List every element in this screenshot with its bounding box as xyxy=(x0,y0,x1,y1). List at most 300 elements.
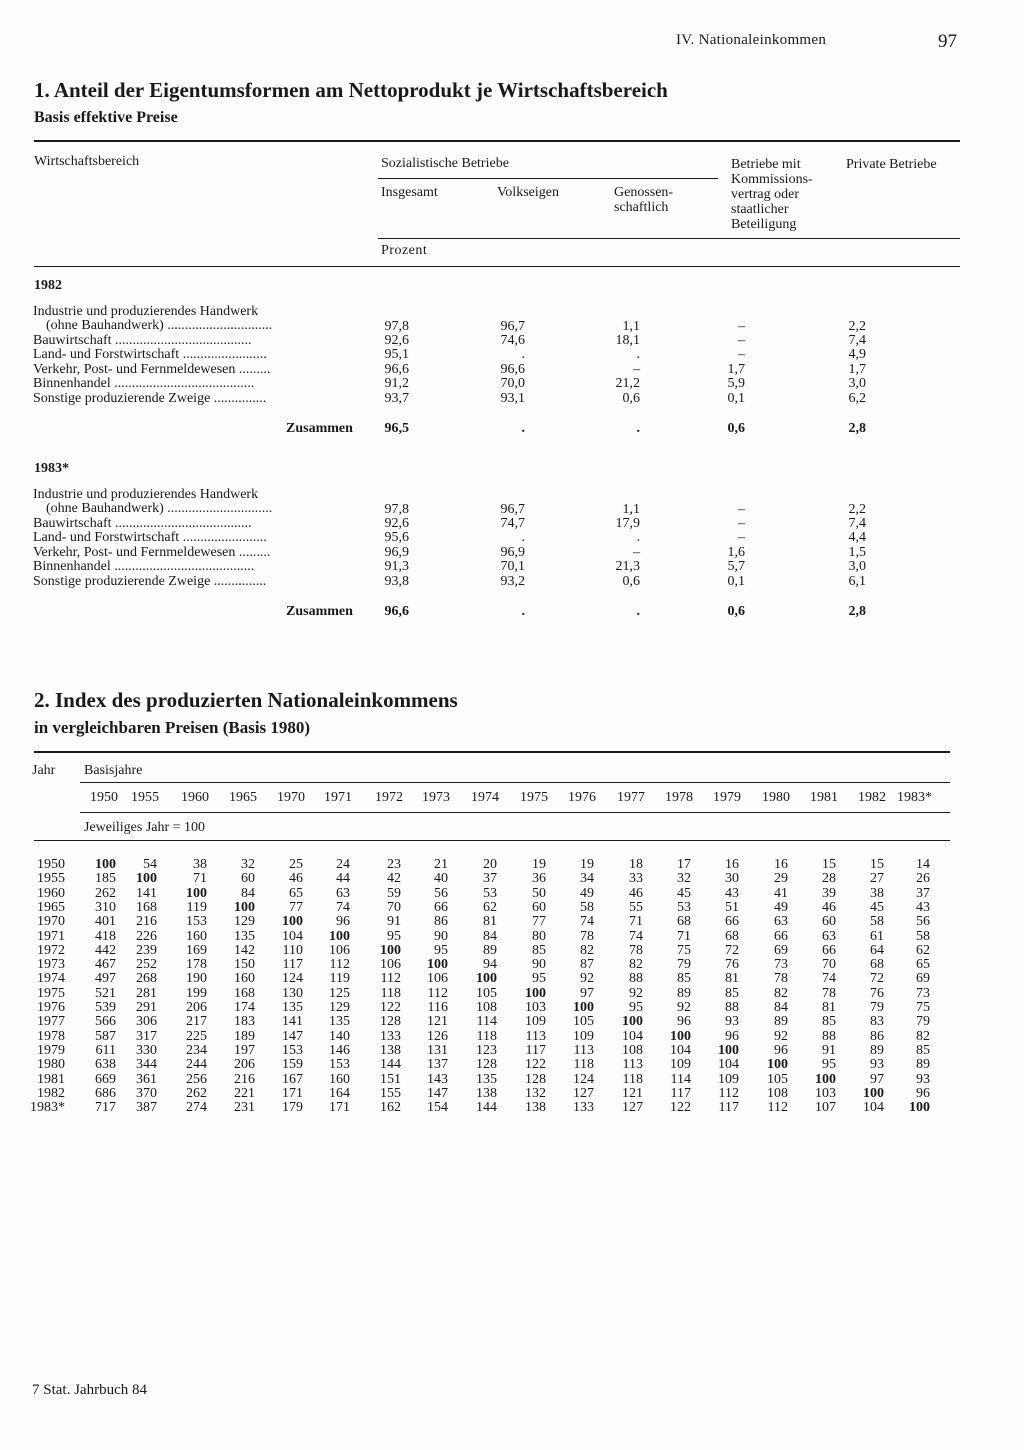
table1-cell: 17,9 xyxy=(615,516,640,531)
row-label: Verkehr, Post- und Fernmeldewesen ......... xyxy=(33,545,271,560)
base-year-header: 1955 xyxy=(131,790,159,805)
table1-cell: 4,4 xyxy=(848,530,866,545)
table2-cell: 96 xyxy=(677,1014,691,1030)
table2-cell: 100 xyxy=(234,899,255,915)
table2-cell: 167 xyxy=(282,1071,303,1087)
table2-cell: 221 xyxy=(234,1085,255,1101)
table2-cell: 127 xyxy=(573,1085,594,1101)
table2-cell: 43 xyxy=(725,885,739,901)
table2-cell: 68 xyxy=(870,957,884,973)
table2-cell: 306 xyxy=(136,1014,157,1030)
table2-cell: 231 xyxy=(234,1100,255,1116)
col-kommission-5: Beteiligung xyxy=(731,217,797,232)
table1-cell: 96,7 xyxy=(500,502,525,517)
table2-cell: 125 xyxy=(329,985,350,1001)
table1-cell: – xyxy=(738,502,745,517)
table2-cell: 29 xyxy=(774,871,788,887)
row-year: 1973 xyxy=(37,957,65,973)
table2-cell: 42 xyxy=(387,871,401,887)
table2-cell: 135 xyxy=(282,1000,303,1015)
table2-cell: 77 xyxy=(289,899,303,915)
table1-cell: 92,6 xyxy=(384,333,409,348)
base-year-header: 1965 xyxy=(229,790,257,805)
table1-cell: 0,6 xyxy=(622,391,640,406)
table2-cell: 100 xyxy=(95,857,116,872)
table1-cell: 7,4 xyxy=(848,333,866,348)
table2-cell: 262 xyxy=(95,885,116,901)
table1-cell: 96,6 xyxy=(500,362,525,377)
table2-cell: 38 xyxy=(870,885,884,901)
table2-cell: 61 xyxy=(870,928,884,944)
table2-cell: 206 xyxy=(234,1057,255,1073)
table1-cell: 1,7 xyxy=(848,362,866,377)
table2-cell: 418 xyxy=(95,928,116,944)
table2-cell: 78 xyxy=(629,942,643,958)
table1-cell: 0,1 xyxy=(727,391,745,406)
table2-cell: 41 xyxy=(774,885,788,901)
table2-cell: 82 xyxy=(580,942,594,958)
table2-cell: 109 xyxy=(573,1028,594,1044)
table2-cell: 85 xyxy=(532,942,546,958)
table2-cell: 370 xyxy=(136,1085,157,1101)
table2-cell: 129 xyxy=(329,1000,350,1015)
table2-cell: 638 xyxy=(95,1057,116,1073)
table2-cell: 58 xyxy=(580,899,594,915)
table1-cell: 1,5 xyxy=(848,545,866,560)
table2-cell: 164 xyxy=(329,1085,350,1101)
base-year-header: 1970 xyxy=(277,790,305,805)
base-year-header: 1983* xyxy=(897,790,932,805)
table2-cell: 79 xyxy=(677,957,691,973)
table2-cell: 109 xyxy=(525,1014,546,1030)
table2-cell: 49 xyxy=(774,899,788,915)
table2-cell: 128 xyxy=(380,1014,401,1030)
table1-cell: 95,1 xyxy=(384,347,409,362)
table2-cell: 566 xyxy=(95,1014,116,1030)
table2-cell: 92 xyxy=(774,1028,788,1044)
col-insgesamt: Insgesamt xyxy=(381,185,438,200)
table2-cell: 124 xyxy=(282,971,303,987)
table2-cell: 169 xyxy=(186,942,207,958)
row-label: Binnenhandel ........................................ xyxy=(33,559,255,574)
table2-cell: 88 xyxy=(822,1028,836,1044)
row-label: Bauwirtschaft ....................................... xyxy=(33,516,252,531)
table2-cell: 162 xyxy=(380,1100,401,1116)
table2-cell: 142 xyxy=(234,942,255,958)
table2-cell: 96 xyxy=(725,1028,739,1044)
table2-cell: 60 xyxy=(241,871,255,887)
table2-cell: 56 xyxy=(916,914,930,930)
table1-total-cell: . xyxy=(636,604,640,619)
row-year: 1977 xyxy=(37,1014,65,1030)
table2-cell: 138 xyxy=(525,1100,546,1116)
table2-cell: 105 xyxy=(573,1014,594,1030)
table2-cell: 178 xyxy=(186,957,207,973)
table2-cell: 143 xyxy=(427,1071,448,1087)
table2-cell: 234 xyxy=(186,1042,207,1058)
row-year: 1976 xyxy=(37,1000,65,1015)
table2-cell: 92 xyxy=(677,1000,691,1015)
table2-cell: 97 xyxy=(580,985,594,1001)
table2-cell: 467 xyxy=(95,957,116,973)
row-label: Industrie und produzierendes Handwerk xyxy=(33,487,259,502)
table2-cell: 310 xyxy=(95,899,116,915)
table2-cell: 274 xyxy=(186,1100,207,1116)
table2-cell: 401 xyxy=(95,914,116,930)
col-volkseigen: Volkseigen xyxy=(497,185,559,200)
table2-cell: 100 xyxy=(767,1057,788,1073)
table2-cell: 153 xyxy=(282,1042,303,1058)
table2-cell: 144 xyxy=(380,1057,401,1073)
base-year-header: 1974 xyxy=(471,790,499,805)
table2-cell: 317 xyxy=(136,1028,157,1044)
table1-cell: 96,7 xyxy=(500,319,525,334)
table2-cell: 108 xyxy=(767,1085,788,1101)
table2-cell: 89 xyxy=(483,942,497,958)
table2-cell: 106 xyxy=(329,942,350,958)
table2-cell: 77 xyxy=(532,914,546,930)
table2-cell: 33 xyxy=(629,871,643,887)
table2-cell: 96 xyxy=(916,1085,930,1101)
table2-cell: 133 xyxy=(380,1028,401,1044)
row-year: 1980 xyxy=(37,1057,65,1073)
table2-cell: 189 xyxy=(234,1028,255,1044)
table2-cell: 84 xyxy=(483,928,497,944)
table2-cell: 86 xyxy=(434,914,448,930)
table2-cell: 151 xyxy=(380,1071,401,1087)
table2-cell: 64 xyxy=(870,942,884,958)
table2-cell: 171 xyxy=(282,1085,303,1101)
table2-cell: 81 xyxy=(483,914,497,930)
table2-cell: 15 xyxy=(822,857,836,872)
table2-subtitle: in vergleichbaren Preisen (Basis 1980) xyxy=(34,718,311,737)
table2-cell: 252 xyxy=(136,957,157,973)
table2-cell: 65 xyxy=(289,885,303,901)
table2-cell: 27 xyxy=(870,871,884,887)
row-label: Bauwirtschaft ....................................... xyxy=(33,333,252,348)
table2-cell: 104 xyxy=(863,1100,884,1116)
table1-cell: 70,1 xyxy=(500,559,525,574)
table2-cell: 160 xyxy=(329,1071,350,1087)
table2-cell: 88 xyxy=(725,1000,739,1015)
table1-cell: 1,6 xyxy=(727,545,745,560)
table1-cell: – xyxy=(738,530,745,545)
table1-cell: . xyxy=(521,347,525,362)
col-kommission-3: vertrag oder xyxy=(731,187,800,202)
row-label: Industrie und produzierendes Handwerk xyxy=(33,304,259,319)
table1-cell: 7,4 xyxy=(848,516,866,531)
table2-cell: 78 xyxy=(580,928,594,944)
table2-cell: 26 xyxy=(916,871,930,887)
col-kommission-4: staatlicher xyxy=(731,202,789,217)
table2-cell: 66 xyxy=(774,928,788,944)
table2-cell: 100 xyxy=(909,1100,930,1116)
table2-cell: 23 xyxy=(387,857,401,872)
table1-cell: 6,1 xyxy=(848,574,866,589)
table2-cell: 160 xyxy=(234,971,255,987)
table2-cell: 160 xyxy=(186,928,207,944)
table2-cell: 330 xyxy=(136,1042,157,1058)
table2-cell: 100 xyxy=(670,1028,691,1044)
table2-cell: 133 xyxy=(573,1100,594,1116)
table2-cell: 72 xyxy=(725,942,739,958)
table1-cell: 91,3 xyxy=(384,559,409,574)
row-label: (ohne Bauhandwerk) .............................. xyxy=(46,501,273,516)
table2-cell: 82 xyxy=(916,1028,930,1044)
table2-cell: 118 xyxy=(476,1028,497,1044)
table2-cell: 80 xyxy=(532,928,546,944)
table2-cell: 141 xyxy=(282,1014,303,1030)
row-label: Binnenhandel ........................................ xyxy=(33,376,255,391)
table1-cell: 74,6 xyxy=(500,333,525,348)
table2-cell: 109 xyxy=(718,1071,739,1087)
table2-cell: 114 xyxy=(476,1014,497,1030)
table2-cell: 16 xyxy=(725,857,739,872)
table2-cell: 135 xyxy=(329,1014,350,1030)
table1-total-cell: 96,6 xyxy=(384,604,409,619)
table2-cell: 63 xyxy=(774,914,788,930)
table2-cell: 107 xyxy=(815,1100,836,1116)
table2-cell: 117 xyxy=(718,1100,739,1116)
table2-cell: 669 xyxy=(95,1071,116,1087)
table2-cell: 14 xyxy=(916,857,930,872)
table2-cell: 104 xyxy=(718,1057,739,1073)
table2-cell: 117 xyxy=(282,957,303,973)
table2-cell: 46 xyxy=(822,899,836,915)
table1-cell: 96,6 xyxy=(384,362,409,377)
table1-cell: 97,8 xyxy=(384,319,409,334)
table2-cell: 19 xyxy=(580,857,594,872)
table2-cell: 30 xyxy=(725,871,739,887)
table2-cell: 112 xyxy=(380,971,401,987)
table2-cell: 81 xyxy=(822,1000,836,1015)
table2-cell: 361 xyxy=(136,1071,157,1087)
table2-cell: 344 xyxy=(136,1057,157,1073)
col-jahr: Jahr xyxy=(32,763,56,778)
table2-cell: 100 xyxy=(863,1085,884,1101)
table1-subtitle: Basis effektive Preise xyxy=(34,109,178,126)
table2-cell: 206 xyxy=(186,1000,207,1015)
table2-cell: 226 xyxy=(136,928,157,944)
table1-cell: 2,2 xyxy=(848,319,866,334)
table1-cell: 21,3 xyxy=(615,559,640,574)
table2-cell: 127 xyxy=(622,1100,643,1116)
table2-cell: 83 xyxy=(870,1014,884,1030)
table2-cell: 124 xyxy=(573,1071,594,1087)
table2-cell: 118 xyxy=(380,985,401,1001)
table2-cell: 183 xyxy=(234,1014,255,1030)
table2-cell: 21 xyxy=(434,857,448,872)
table1-total-cell: 96,5 xyxy=(384,421,409,436)
row-year: 1970 xyxy=(37,914,65,930)
table2-cell: 90 xyxy=(532,957,546,973)
col-sozialistische-betriebe: Sozialistische Betriebe xyxy=(381,156,509,171)
zusammen-label: Zusammen xyxy=(286,604,353,619)
table2-cell: 78 xyxy=(822,985,836,1001)
table1-cell: – xyxy=(738,319,745,334)
table2-cell: 108 xyxy=(622,1042,643,1058)
table1-cell: – xyxy=(633,362,640,377)
table2-cell: 105 xyxy=(476,985,497,1001)
table2-cell: 256 xyxy=(186,1071,207,1087)
row-label: Land- und Forstwirtschaft ........................ xyxy=(33,347,267,362)
table1-cell: 1,7 xyxy=(727,362,745,377)
table2-cell: 38 xyxy=(193,857,207,872)
row-year: 1965 xyxy=(37,899,65,915)
table2-cell: 135 xyxy=(476,1071,497,1087)
table2-cell: 123 xyxy=(476,1042,497,1058)
table2-cell: 95 xyxy=(629,1000,643,1015)
col-basisjahre: Basisjahre xyxy=(84,763,143,778)
table2-cell: 96 xyxy=(774,1042,788,1058)
table2-cell: 128 xyxy=(525,1071,546,1087)
table2-cell: 199 xyxy=(186,985,207,1001)
table2-cell: 69 xyxy=(916,971,930,987)
base-year-header: 1973 xyxy=(422,790,450,805)
table2-cell: 197 xyxy=(234,1042,255,1058)
table2-cell: 93 xyxy=(870,1057,884,1073)
table2-cell: 126 xyxy=(427,1028,448,1044)
table2-cell: 109 xyxy=(670,1057,691,1073)
table2-cell: 216 xyxy=(234,1071,255,1087)
table1-cell: 3,0 xyxy=(848,376,866,391)
table2-cell: 70 xyxy=(387,899,401,915)
row-year: 1974 xyxy=(37,971,65,987)
table2-cell: 168 xyxy=(136,899,157,915)
table2-cell: 190 xyxy=(186,971,207,987)
table1-cell: 2,2 xyxy=(848,502,866,517)
table2-cell: 155 xyxy=(380,1085,401,1101)
table2-cell: 95 xyxy=(822,1057,836,1073)
table1-cell: – xyxy=(738,333,745,348)
table1-cell: 3,0 xyxy=(848,559,866,574)
table2-cell: 62 xyxy=(483,899,497,915)
table2-cell: 58 xyxy=(916,928,930,944)
table1-cell: 96,9 xyxy=(384,545,409,560)
col-genossenschaftlich-1: Genossen- xyxy=(614,185,674,200)
row-year: 1960 xyxy=(37,885,65,901)
table1-cell: 95,6 xyxy=(384,530,409,545)
table2-cell: 100 xyxy=(476,971,497,987)
table2-cell: 71 xyxy=(193,871,207,887)
base-year-header: 1980 xyxy=(762,790,790,805)
table2-cell: 717 xyxy=(95,1100,116,1116)
table2-cell: 84 xyxy=(241,885,255,901)
table2-cell: 239 xyxy=(136,942,157,958)
table2-cell: 119 xyxy=(329,971,350,987)
table2-cell: 95 xyxy=(532,971,546,987)
table2-cell: 25 xyxy=(289,857,303,872)
base-year-header: 1972 xyxy=(375,790,403,805)
table1-cell: – xyxy=(738,347,745,362)
table2-cell: 118 xyxy=(573,1057,594,1073)
table2-cell: 147 xyxy=(427,1085,448,1101)
table2-cell: 153 xyxy=(186,914,207,930)
table2-cell: 65 xyxy=(916,957,930,973)
table1-total-cell: 0,6 xyxy=(727,421,745,436)
base-year-header: 1981 xyxy=(810,790,838,805)
block-year-1982: 1982 xyxy=(34,278,62,293)
table2-cell: 45 xyxy=(677,885,691,901)
table2-cell: 93 xyxy=(916,1071,930,1087)
table1-cell: 70,0 xyxy=(500,376,525,391)
table2-title: 2. Index des produzierten Nationaleinkommens xyxy=(34,688,458,712)
table1-cell: 4,9 xyxy=(848,347,866,362)
base-year-header: 1960 xyxy=(181,790,209,805)
section-header: IV. Nationaleinkommen xyxy=(676,32,827,48)
table2-cell: 87 xyxy=(580,957,594,973)
table1-cell: 92,6 xyxy=(384,516,409,531)
table2-cell: 74 xyxy=(580,914,594,930)
table1-cell: 74,7 xyxy=(500,516,525,531)
table2-cell: 112 xyxy=(427,985,448,1001)
table2-cell: 34 xyxy=(580,871,594,887)
table2-cell: 144 xyxy=(476,1100,497,1116)
table2-cell: 150 xyxy=(234,957,255,973)
table2-cell: 168 xyxy=(234,985,255,1001)
table1-cell: 91,2 xyxy=(384,376,409,391)
table2-cell: 74 xyxy=(336,899,350,915)
table1-cell: 5,9 xyxy=(727,376,745,391)
table2-cell: 268 xyxy=(136,971,157,987)
table2-cell: 85 xyxy=(677,971,691,987)
table2-cell: 128 xyxy=(476,1057,497,1073)
table2-cell: 28 xyxy=(822,871,836,887)
table1-title: 1. Anteil der Eigentumsformen am Nettoprodukt je Wirtschaftsbereich xyxy=(34,78,668,102)
table2-cell: 89 xyxy=(677,985,691,1001)
table2-cell: 40 xyxy=(434,871,448,887)
table2-cell: 53 xyxy=(677,899,691,915)
table2-cell: 110 xyxy=(282,942,303,958)
table1-total-cell: . xyxy=(521,421,525,436)
table2-cell: 262 xyxy=(186,1085,207,1101)
table2-cell: 92 xyxy=(580,971,594,987)
table2-cell: 69 xyxy=(774,942,788,958)
table2-cell: 100 xyxy=(622,1014,643,1030)
row-year: 1981 xyxy=(37,1071,65,1087)
col-kommission-2: Kommissions- xyxy=(731,172,813,187)
table2-cell: 129 xyxy=(234,914,255,930)
table2-cell: 43 xyxy=(916,899,930,915)
row-label: (ohne Bauhandwerk) .............................. xyxy=(46,318,273,333)
table2-cell: 82 xyxy=(629,957,643,973)
table2-cell: 90 xyxy=(434,928,448,944)
table2-cell: 79 xyxy=(916,1014,930,1030)
row-year: 1950 xyxy=(37,857,65,872)
table2-cell: 95 xyxy=(387,928,401,944)
table2-cell: 117 xyxy=(670,1085,691,1101)
table2-cell: 81 xyxy=(725,971,739,987)
table2-cell: 112 xyxy=(718,1085,739,1101)
table2-cell: 521 xyxy=(95,985,116,1001)
table2-cell: 159 xyxy=(282,1057,303,1073)
table2-cell: 50 xyxy=(532,885,546,901)
table2-cell: 76 xyxy=(725,957,739,973)
table2-cell: 82 xyxy=(774,985,788,1001)
table2-cell: 24 xyxy=(336,857,350,872)
table2-cell: 72 xyxy=(870,971,884,987)
table2-cell: 66 xyxy=(725,914,739,930)
table2-cell: 37 xyxy=(483,871,497,887)
table1-cell: 1,1 xyxy=(622,502,640,517)
table2-cell: 54 xyxy=(143,857,157,872)
table1-cell: 93,8 xyxy=(384,574,409,589)
base-year-header: 1982 xyxy=(858,790,886,805)
table1-cell: 0,1 xyxy=(727,574,745,589)
table2-cell: 137 xyxy=(427,1057,448,1073)
table2-cell: 97 xyxy=(870,1071,884,1087)
table2-cell: 153 xyxy=(329,1057,350,1073)
